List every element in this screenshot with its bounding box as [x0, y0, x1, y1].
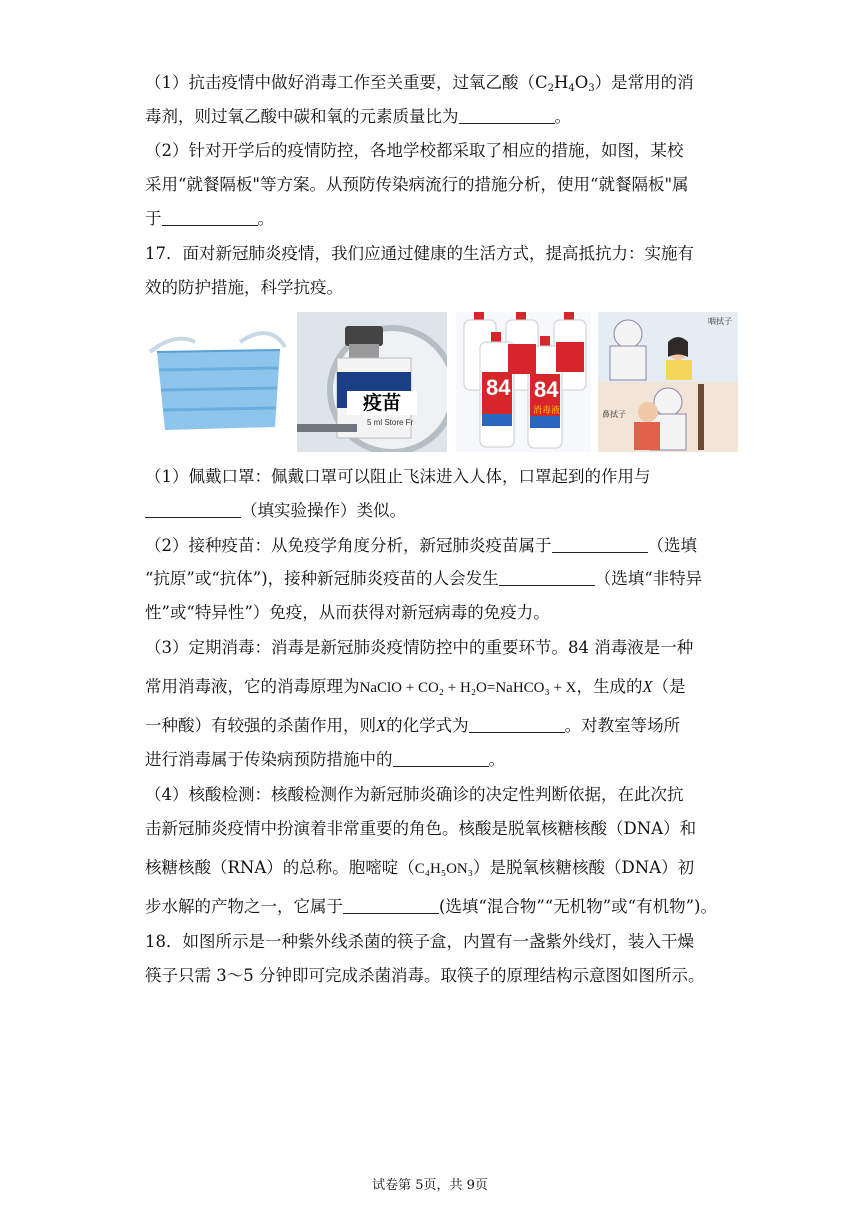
q17-intro-line1: 17．面对新冠肺炎疫情，我们应通过健康的生活方式，提高抵抗力：实施有 [145, 244, 694, 263]
vaccine-label: 疫苗 [347, 391, 417, 415]
q17-p4-line4: 步水解的产物之一，它属于 (选填“混合物”“无机物”或“有机物”)。 [145, 897, 717, 916]
answer-blank [343, 897, 439, 914]
answer-blank [459, 107, 555, 124]
q16-p2-line3: 于 。 [145, 209, 274, 228]
reaction-equation: NaClO + CO₂ + H₂O=NaHCO₃ + X [359, 680, 577, 696]
q18-line2: 筷子只需 3～5 分钟即可完成杀菌消毒。取筷子的原理结构示意图如图所示。 [145, 966, 705, 985]
q16-p1-line1: （1）抗击疫情中做好消毒工作至关重要，过氧乙酸$(C_2H_4O_3)$是常用的消 [145, 73, 694, 94]
q16-p2-line1: （2）针对开学后的疫情防控，各地学校都采取了相应的措施，如图，某校 [145, 141, 684, 160]
vaccine-small-text: 5 ml Store Fr [367, 418, 414, 427]
q17-p3-line2: 常用消毒液，它的消毒原理为NaClO + CO₂ + H₂O=NaHCO₃ + X，生成的X（是 [145, 677, 686, 696]
cytosine-formula: C₄H₅ON₃ [414, 861, 473, 877]
answer-blank [145, 501, 241, 518]
q17-p1-line2: （填实验操作）类似。 [145, 500, 406, 522]
disinfectant-bottles-image [456, 312, 591, 452]
bottle-label: 84 [486, 375, 511, 400]
answer-blank [469, 716, 565, 733]
bottle-sub-label: 消毒液 [533, 406, 561, 416]
q17-p4-line1: （4）核酸检测：核酸检测作为新冠肺炎确诊的决定性判断依据，在此次抗 [145, 785, 684, 804]
answer-blank [499, 569, 595, 586]
q16-p2-line2: 采用“就餐隔板"等方案。从预防传染病流行的措施分析，使用“就餐隔板"属 [145, 175, 689, 194]
q17-p4-line2: 击新冠肺炎疫情中扮演着非常重要的角色。核酸是脱氧核糖核酸（DNA）和 [145, 819, 697, 838]
q17-p3-line1: （3）定期消毒：消毒是新冠肺炎疫情防控中的重要环节。84 消毒液是一种 [145, 638, 694, 657]
q17-p2-line2: “抗原”或“抗体”)，接种新冠肺炎疫苗的人会发生 （选填“非特异 [145, 569, 703, 588]
swab-nose-label: 鼻拭子 [602, 410, 626, 419]
q18-line1: 18．如图所示是一种紫外线杀菌的筷子盒，内置有一盏紫外线灯，装入干燥 [145, 932, 694, 951]
q17-p3-line4: 进行消毒属于传染病预防措施中的 。 [145, 750, 505, 769]
page-footer: 试卷第 5页，共 9页 [372, 1178, 488, 1193]
answer-blank [162, 209, 258, 226]
vaccine-image [297, 312, 447, 452]
q17-p2-line1: （2）接种疫苗：从免疫学角度分析，新冠肺炎疫苗属于 （选填 [145, 536, 697, 555]
answer-blank [393, 750, 489, 767]
q17-p4-line3: 核糖核酸（RNA）的总称。胞嘧啶（C₄H₅ON₃）是脱氧核糖核酸（DNA）初 [145, 858, 695, 877]
mask-image [145, 312, 290, 452]
q16-p1-line2: 毒剂，则过氧乙酸中碳和氧的元素质量比为 。 [145, 107, 571, 126]
answer-blank [552, 536, 648, 553]
q17-p1-line1: （1）佩戴口罩：佩戴口罩可以阻止飞沫进入人体，口罩起到的作用与 [145, 467, 651, 486]
q17-p2-line3: 性”或“特异性”）免疫，从而获得对新冠病毒的免疫力。 [145, 603, 550, 622]
q17-p3-line3: 一种酸）有较强的杀菌作用，则X的化学式为 。对教室等场所 [145, 716, 681, 735]
bottle-label: 84 [534, 377, 559, 402]
q17-intro-line2: 效的防护措施，科学抗疫。 [145, 278, 343, 297]
nucleic-test-image [598, 312, 738, 452]
swab-throat-label: 咽拭子 [708, 317, 732, 326]
